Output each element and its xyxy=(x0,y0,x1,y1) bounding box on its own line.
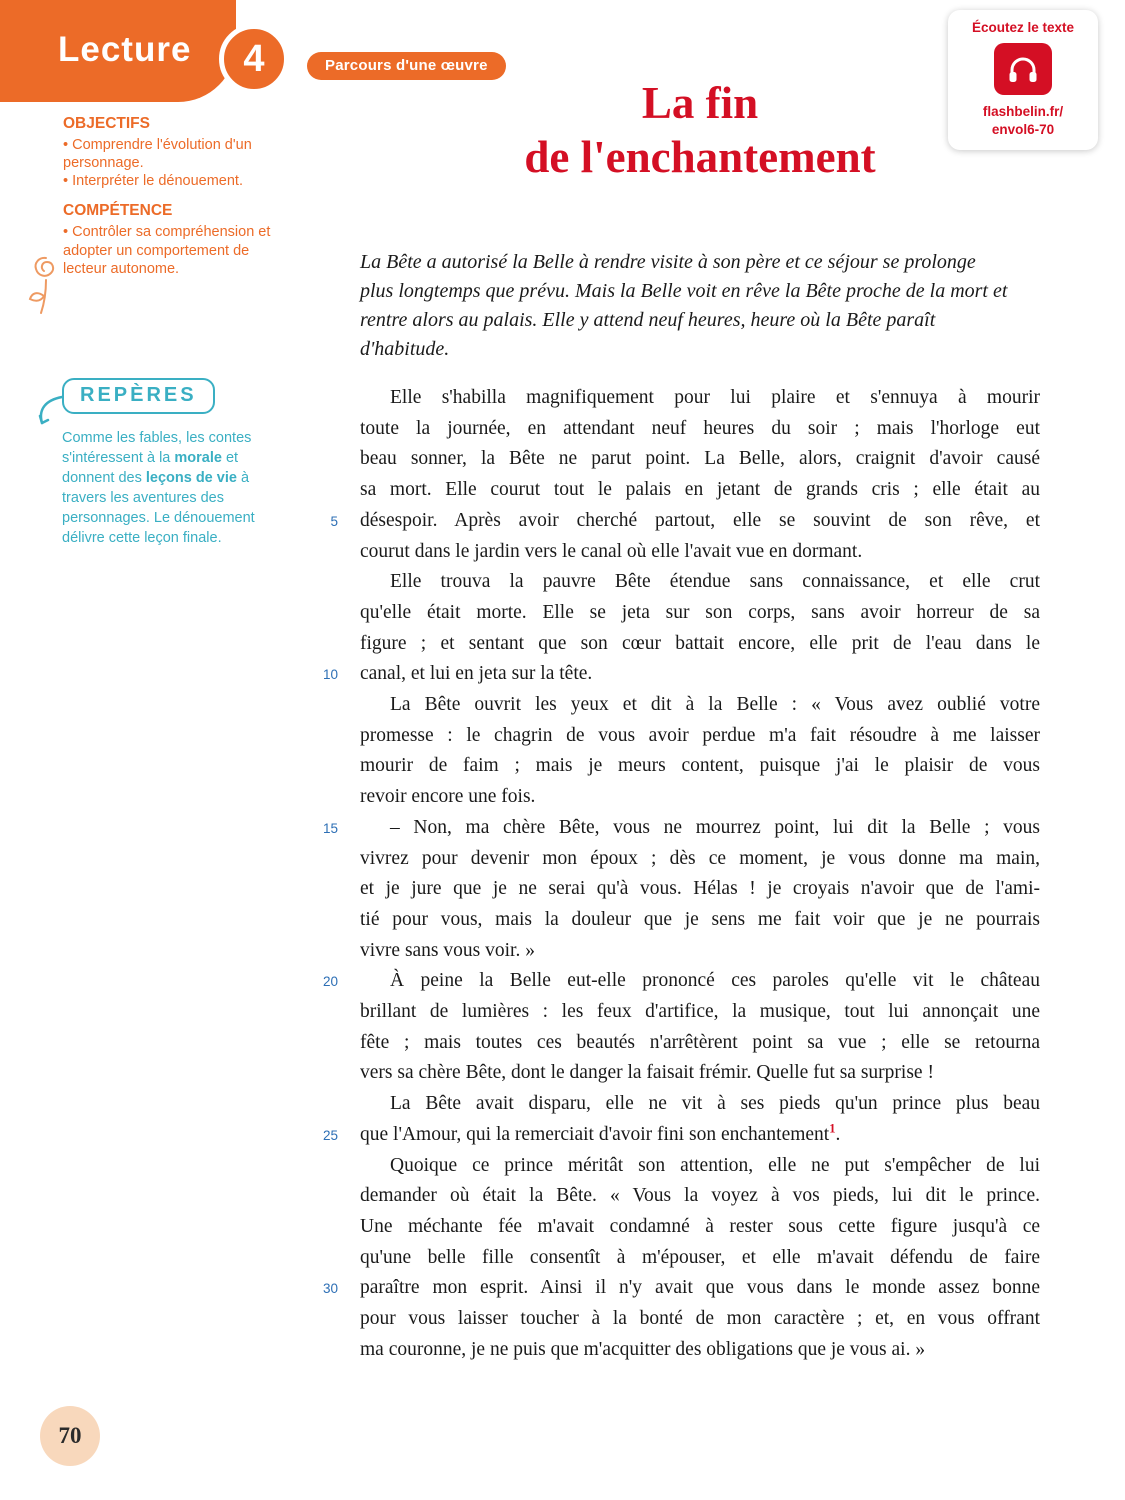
text-line xyxy=(312,537,1042,568)
rose-icon xyxy=(28,252,64,316)
audio-url-line1: flashbelin.fr/ xyxy=(982,104,1064,119)
page-number: 70 xyxy=(58,1423,82,1448)
text-line xyxy=(312,721,1042,752)
line-text: courut dans le jardin vers le canal où elle l'avait vue en dormant. xyxy=(360,540,863,562)
sidebar-bullet-item: • Contrôler sa compréhension et adopter un comportement de lecteur autonome. xyxy=(63,223,281,277)
line-text: Quoique ce prince méritât son attention, elle ne put s'empêcher de lui xyxy=(390,1154,1040,1176)
reading-intro: La Bête a autorisé la Belle à rendre visite à son père et ce séjour se prolonge plus longtemps que prévu. Mais la Belle voit en rêve la Bête proche de la mort et rentre alors au palais. Elle y attend neuf heures, heure où la Bête paraît d'habitude. xyxy=(360,251,1008,360)
page-number-badge xyxy=(40,1406,100,1466)
line-text: La Bête avait disparu, elle ne vit à ses pieds qu'un prince plus beau xyxy=(390,1093,1040,1115)
chapter-header-banner xyxy=(0,0,236,102)
line-text: brillant de lumières : les feux d'artifice, la musique, tout lui annonçait une xyxy=(360,1001,1040,1023)
text-line xyxy=(312,690,1042,721)
text-line xyxy=(312,1089,1042,1120)
text-line xyxy=(312,629,1042,660)
line-number: 20 xyxy=(322,974,338,990)
reading-lines xyxy=(312,383,1042,1366)
text-line xyxy=(312,444,1042,475)
line-text: désespoir. Après avoir cherché partout, elle se souvint de son rêve, et xyxy=(360,509,1040,531)
line-number: 15 xyxy=(322,820,338,836)
line-text: qu'une belle fille consentît à m'épouser, et elle m'avait défendu de faire xyxy=(360,1246,1040,1268)
sidebar-bullet-item: • Interpréter le dénouement. xyxy=(63,172,281,190)
rose-icon-svg xyxy=(28,252,64,316)
line-number: 5 xyxy=(330,513,338,529)
line-text: tié pour vous, mais la douleur que je sens me fait voir que je ne pourrais xyxy=(360,908,1040,930)
line-text: et je jure que je ne serai qu'à vous. Hélas ! je croyais n'avoir que de l'ami- xyxy=(360,878,1040,900)
text-line xyxy=(312,567,1042,598)
reperes-heading: REPÈRES xyxy=(62,378,215,414)
line-text: promesse : le chagrin de vous avoir perdue m'a fait résoudre à me laisser xyxy=(360,724,1040,746)
line-text: À peine la Belle eut-elle prononcé ces paroles qu'elle vit le château xyxy=(390,970,1040,992)
line-text: beau sonner, la Bête ne parut point. La Belle, alors, craignit d'avoir causé xyxy=(360,448,1040,470)
line-text: toute la journée, en attendant neuf heures du soir ; mais l'horloge eut xyxy=(360,417,1040,439)
reperes-plain-text: et donnent des xyxy=(62,450,239,486)
line-text: sa mort. Elle courut tout le palais en jetant de grands cris ; elle était au xyxy=(360,479,1040,501)
competence-list xyxy=(63,223,281,277)
line-text: La Bête ouvrit les yeux et dit à la Belle : « Vous avez oublié votre xyxy=(390,694,1040,716)
text-line xyxy=(312,751,1042,782)
line-text: revoir encore une fois. xyxy=(360,786,536,808)
text-line xyxy=(312,936,1042,967)
text-line xyxy=(312,966,1042,997)
text-line xyxy=(312,598,1042,629)
text-line xyxy=(312,1335,1042,1366)
text-line xyxy=(312,1273,1042,1304)
line-text: Une méchante fée m'avait condamné à rester sous cette figure jusqu'à ce xyxy=(360,1215,1040,1237)
text-line xyxy=(312,659,1042,690)
line-text: vers sa chère Bête, dont le danger la faisait frémir. Quelle fut sa surprise ! xyxy=(360,1062,934,1084)
text-line xyxy=(312,414,1042,445)
text-line xyxy=(312,1243,1042,1274)
text-line xyxy=(312,1058,1042,1089)
reperes-bold-term: morale xyxy=(174,450,222,466)
line-text: vivrez pour devenir mon époux ; dès ce moment, je vous donne ma main, xyxy=(360,847,1040,869)
text-line xyxy=(312,782,1042,813)
chapter-number-badge xyxy=(219,24,289,94)
strand-label: Parcours d'une œuvre xyxy=(307,52,506,80)
objectifs-heading: OBJECTIFS xyxy=(63,115,150,132)
page-title xyxy=(360,76,1040,184)
line-text: paraître mon esprit. Ainsi il n'y avait que vous dans le monde assez bonne xyxy=(360,1277,1040,1299)
text-line xyxy=(312,1028,1042,1059)
reperes-plain-text: à travers les aventures des personnages. Le dénouement délivre cette leçon finale. xyxy=(62,470,255,546)
text-line xyxy=(312,1181,1042,1212)
text-line xyxy=(312,1304,1042,1335)
line-text: demander où était la Bête. « Vous la voyez à vos pieds, lui dit le prince. xyxy=(360,1185,1040,1207)
line-text: vivre sans vous voir. » xyxy=(360,939,535,961)
reperes-section xyxy=(62,378,282,548)
text-line xyxy=(312,997,1042,1028)
text-line xyxy=(312,383,1042,414)
line-text: pour vous laisser toucher à la bonté de mon caractère ; et, en vous offrant xyxy=(360,1308,1040,1330)
line-number: 25 xyxy=(322,1127,338,1143)
text-line xyxy=(312,1151,1042,1182)
line-text: – Non, ma chère Bête, vous ne mourrez point, lui dit la Belle ; vous xyxy=(390,816,1040,838)
reperes-plain-text: Comme les fables, les contes s'intéressent à la xyxy=(62,430,252,466)
line-text: fête ; mais toutes ces beautés n'arrêtèrent point sa vue ; elle se retourna xyxy=(360,1031,1040,1053)
arrow-icon xyxy=(34,394,64,428)
sidebar-bullet-item: • Comprendre l'évolution d'un personnage. xyxy=(63,136,281,172)
text-line xyxy=(312,506,1042,537)
text-line xyxy=(312,844,1042,875)
sidebar xyxy=(63,115,281,278)
line-text: que l'Amour, qui la remerciait d'avoir fini son enchantement$^1$. xyxy=(360,1121,841,1145)
text-line xyxy=(312,905,1042,936)
line-text: mourir de faim ; mais je meurs content, puisque j'ai le plaisir de vous xyxy=(360,755,1040,777)
line-text: canal, et lui en jeta sur la tête. xyxy=(360,663,593,685)
objectifs-list xyxy=(63,136,281,190)
line-text: Elle s'habilla magnifiquement pour lui plaire et s'ennuya à mourir xyxy=(390,387,1040,408)
chapter-number: 4 xyxy=(243,37,265,80)
audio-url-line2: envol6-70 xyxy=(991,121,1055,137)
text-line xyxy=(312,1212,1042,1243)
line-number: 10 xyxy=(322,667,338,683)
text-line xyxy=(312,813,1042,844)
reperes-bold-term: leçons de vie xyxy=(145,470,237,486)
audio-card-title: Écoutez le texte xyxy=(971,20,1075,35)
text-line xyxy=(312,1120,1042,1151)
line-number: 30 xyxy=(322,1281,338,1297)
reperes-text xyxy=(62,428,282,548)
line-text: Elle trouva la pauvre Bête étendue sans connaissance, et elle crut xyxy=(390,571,1040,593)
text-line xyxy=(312,475,1042,506)
page-title-line1: La fin xyxy=(641,78,759,128)
line-text: ma couronne, je ne puis que m'acquitter des obligations que je vous ai. » xyxy=(360,1338,926,1360)
line-text: qu'elle était morte. Elle se jeta sur son corps, sans avoir horreur de sa xyxy=(360,601,1040,623)
section-label: Lecture xyxy=(58,30,192,69)
text-line xyxy=(312,874,1042,905)
page-title-line2: de l'enchantement xyxy=(524,132,876,182)
competence-heading: COMPÉTENCE xyxy=(63,202,173,220)
line-text: figure ; et sentant que son cœur battait encore, elle prit de l'eau dans le xyxy=(360,632,1040,654)
footnote-marker: 1 xyxy=(829,1121,836,1136)
